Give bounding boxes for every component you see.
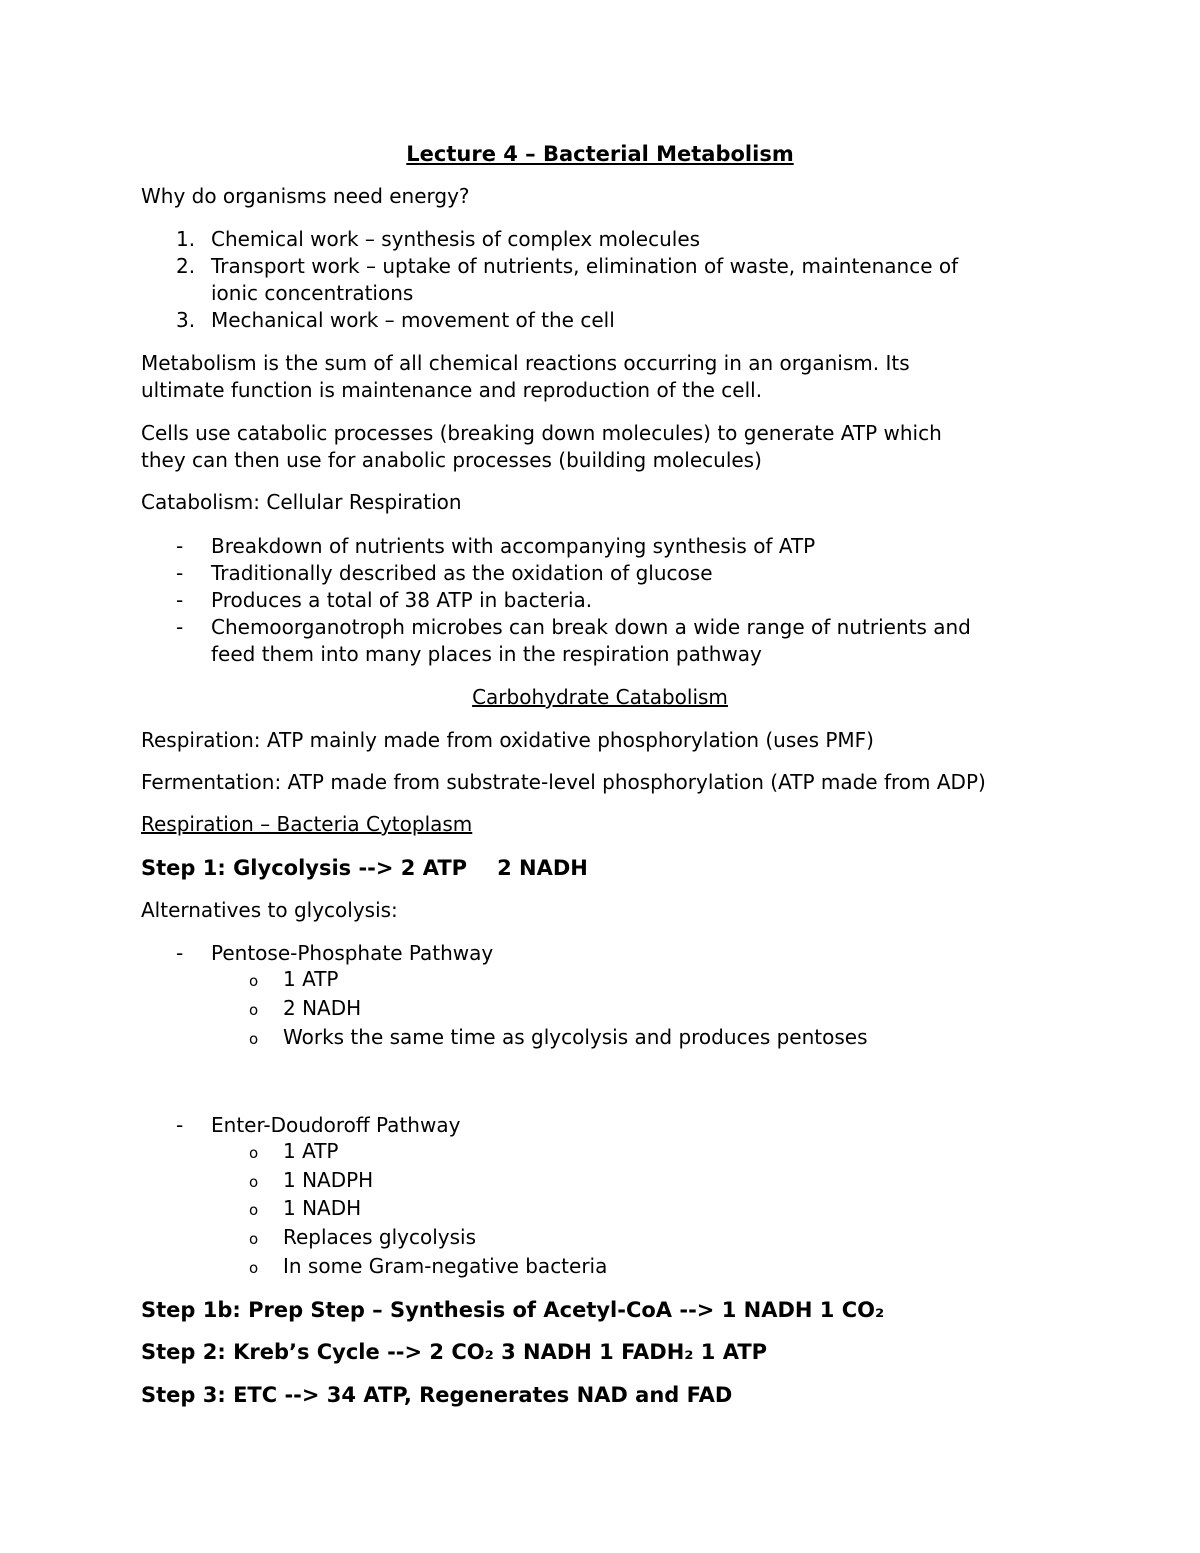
list-item: Traditionally described as the oxidation of glucose: [211, 561, 713, 585]
sub-bullet-marker: o: [249, 1001, 259, 1019]
fermentation-definition: Fermentation: ATP made from substrate-level phosphorylation (ATP made from ADP): [141, 770, 986, 794]
sub-bullet-marker: o: [249, 1030, 259, 1048]
bullet-marker: -: [176, 534, 184, 558]
section-heading: Carbohydrate Catabolism: [472, 685, 728, 709]
sub-list-item: Replaces glycolysis: [283, 1225, 476, 1249]
metabolism-paragraph-line: Metabolism is the sum of all chemical reactions occurring in an organism. Its: [141, 351, 910, 375]
step-1-heading: [141, 854, 588, 882]
sub-list-item: 2 NADH: [283, 996, 362, 1020]
sub-bullet-marker: o: [249, 1201, 259, 1219]
bullet-marker: -: [176, 941, 184, 965]
sub-bullet-marker: o: [249, 1144, 259, 1162]
sub-list-item: Works the same time as glycolysis and produces pentoses: [283, 1025, 868, 1049]
list-number: 3.: [176, 308, 196, 332]
bullet-marker: -: [176, 1113, 184, 1137]
cells-paragraph-line: Cells use catabolic processes (breaking down molecules) to generate ATP which: [141, 421, 942, 445]
bullet-marker: -: [176, 615, 184, 639]
list-item: Enter-Doudoroff Pathway: [211, 1113, 461, 1137]
catabolism-heading: Catabolism: Cellular Respiration: [141, 490, 462, 514]
step-3-heading: Step 3: ETC --> 34 ATP, Regenerates NAD and FAD: [141, 1383, 733, 1407]
step-1b-heading: Step 1b: Prep Step – Synthesis of Acetyl-CoA --> 1 NADH 1 CO₂: [141, 1298, 885, 1322]
list-item: Mechanical work – movement of the cell: [211, 308, 615, 332]
list-item: Chemoorganotroph microbes can break down a wide range of nutrients and: [211, 615, 971, 639]
list-item-continuation: feed them into many places in the respiration pathway: [211, 642, 762, 666]
metabolism-paragraph-line: ultimate function is maintenance and reproduction of the cell.: [141, 378, 763, 402]
list-item: Produces a total of 38 ATP in bacteria.: [211, 588, 593, 612]
bullet-marker: -: [176, 561, 184, 585]
sub-bullet-marker: o: [249, 1230, 259, 1248]
list-item: Chemical work – synthesis of complex molecules: [211, 227, 701, 251]
bullet-marker: -: [176, 588, 184, 612]
sub-list-item: 1 ATP: [283, 1139, 339, 1163]
list-item: Transport work – uptake of nutrients, elimination of waste, maintenance of: [211, 254, 959, 278]
question-energy: Why do organisms need energy?: [141, 184, 470, 208]
page-title: Lecture 4 – Bacterial Metabolism: [406, 142, 794, 166]
sub-list-item: 1 ATP: [283, 967, 339, 991]
sub-bullet-marker: o: [249, 1259, 259, 1277]
list-item: Breakdown of nutrients with accompanying synthesis of ATP: [211, 534, 816, 558]
sub-bullet-marker: o: [249, 972, 259, 990]
alternatives-heading: Alternatives to glycolysis:: [141, 898, 398, 922]
list-number: 1.: [176, 227, 196, 251]
list-item-continuation: ionic concentrations: [211, 281, 414, 305]
sub-bullet-marker: o: [249, 1173, 259, 1191]
respiration-location-heading: Respiration – Bacteria Cytoplasm: [141, 812, 473, 836]
list-number: 2.: [176, 254, 196, 278]
sub-list-item: 1 NADH: [283, 1196, 362, 1220]
step-1-text: Step 1: Glycolysis --> 2 ATP: [141, 856, 468, 880]
cells-paragraph-line: they can then use for anabolic processes (building molecules): [141, 448, 762, 472]
step-2-heading: Step 2: Kreb’s Cycle --> 2 CO₂ 3 NADH 1 FADH₂ 1 ATP: [141, 1340, 768, 1364]
sub-list-item: In some Gram-negative bacteria: [283, 1254, 608, 1278]
respiration-definition: Respiration: ATP mainly made from oxidative phosphorylation (uses PMF): [141, 728, 874, 752]
sub-list-item: 1 NADPH: [283, 1168, 374, 1192]
step-1-nadh: 2 NADH: [497, 856, 588, 880]
list-item: Pentose-Phosphate Pathway: [211, 941, 494, 965]
